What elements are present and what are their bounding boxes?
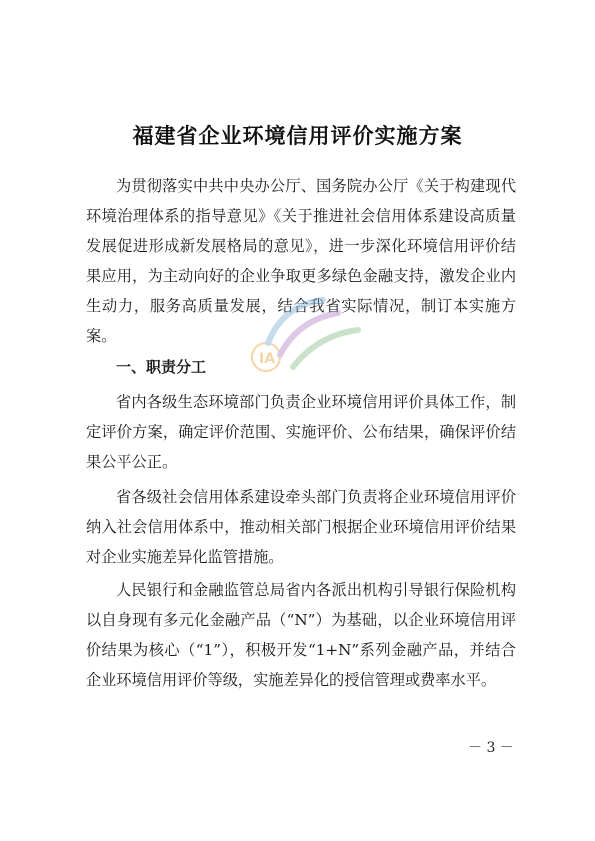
paragraph-intro: 为贯彻落实中共中央办公厅、国务院办公厅《关于构建现代环境治理体系的指导意见》《关于推进社会信用体系建设高质量发展促进形成新发展格局的意见》，进一步深化环境信用评价结果应用，为主动向好的企业争取更多绿色金融支持，激发企业内生动力，服务高质量发展，结合我省实际情况，制订本实施方案。 xyxy=(86,177,516,345)
watermark-ia-mark: IA xyxy=(259,351,276,367)
page-number: － 3 － xyxy=(468,740,514,756)
section-heading-responsibilities: 一、职责分工 xyxy=(116,358,207,376)
document-title: 福建省企业环境信用评价实施方案 xyxy=(132,123,463,149)
paragraph-financial-institutions: 人民银行和金融监管总局省内各派出机构引导银行保险机构以自身现有多元化金融产品（“N”）为基础，以企业环境信用评价结果为核心（“1”），积极开发“1+N”系列金融产品，并结合企业环境信用评价等级，实施差异化的授信管理或费率水平。 xyxy=(86,581,516,689)
paragraph-eco-departments: 省内各级生态环境部门负责企业环境信用评价具体工作，制定评价方案，确定评价范围、实施评价、公布结果，确保评价结果公平公正。 xyxy=(86,393,516,471)
paragraph-credit-system-departments: 省各级社会信用体系建设牵头部门负责将企业环境信用评价纳入社会信用体系中，推动相关部门根据企业环境信用评价结果对企业实施差异化监管措施。 xyxy=(86,488,516,566)
